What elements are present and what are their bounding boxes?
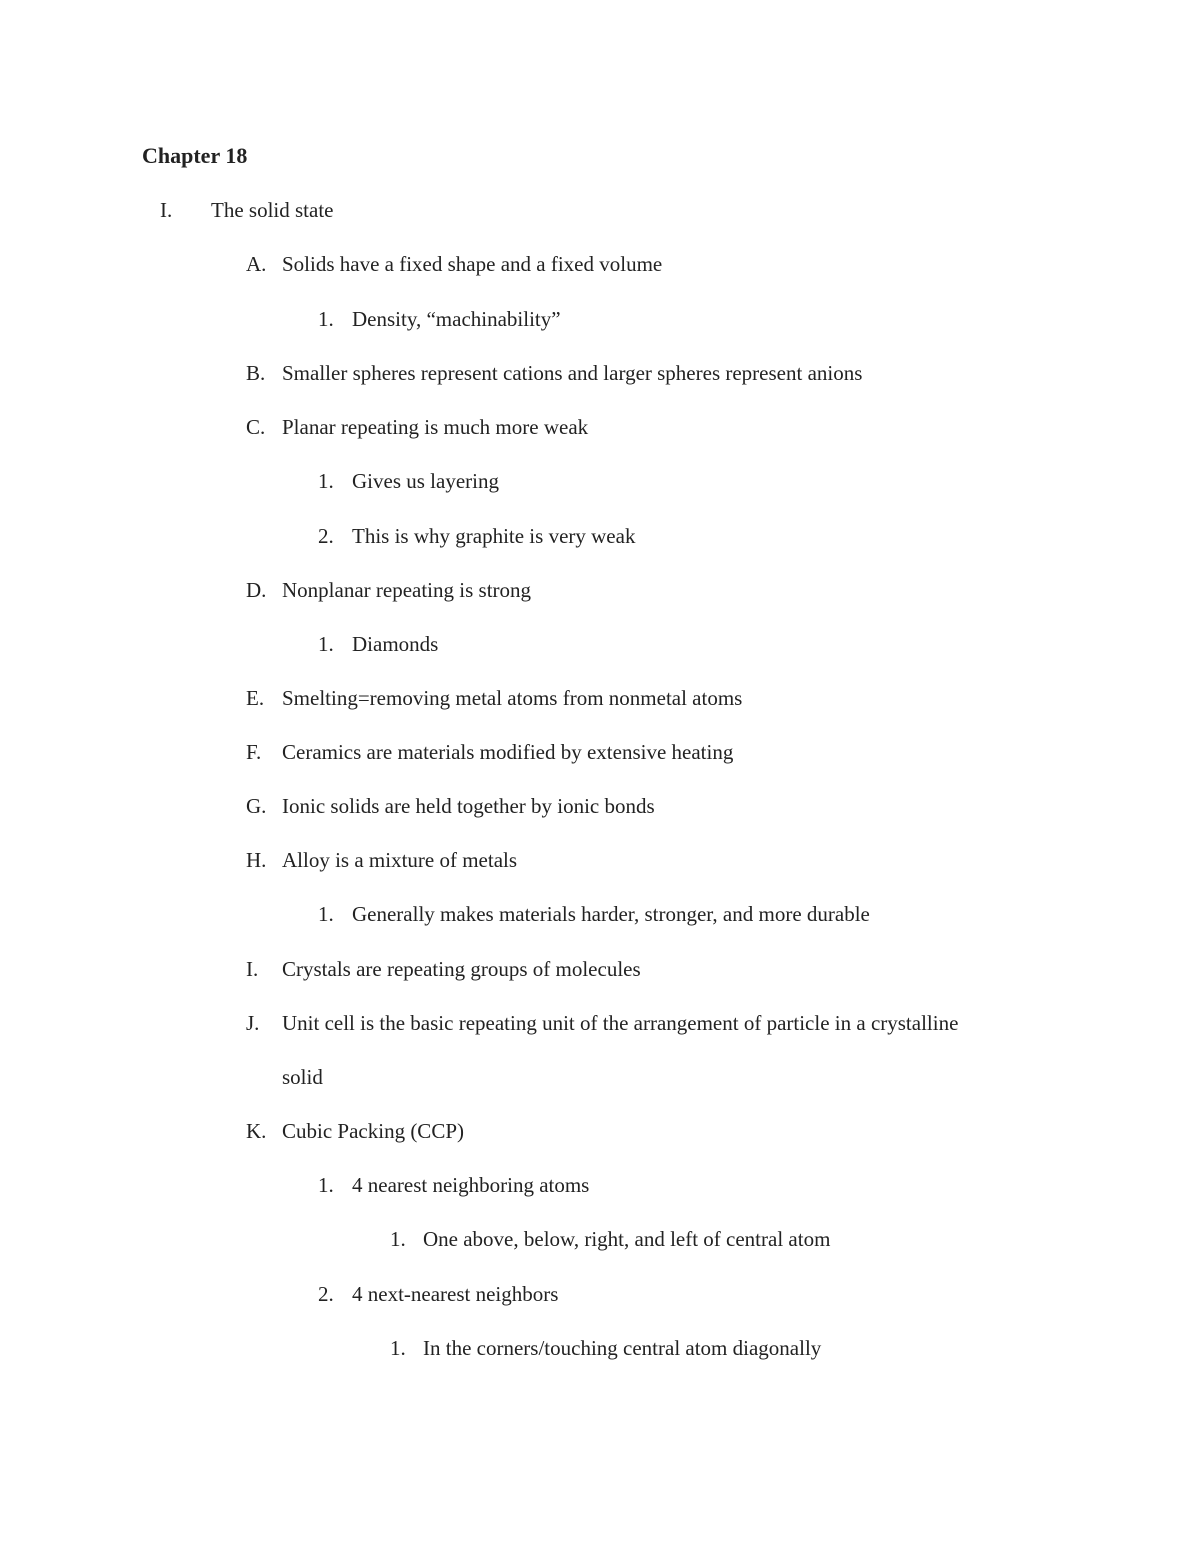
outline-marker: 1. — [318, 902, 334, 926]
outline-marker: B. — [246, 361, 266, 385]
outline-marker: 1. — [390, 1227, 406, 1251]
outline-text: Planar repeating is much more weak — [282, 415, 589, 439]
outline-text: Unit cell is the basic repeating unit of the arrangement of particle in a crystalline — [282, 1011, 959, 1035]
outline-text: Smaller spheres represent cations and larger spheres represent anions — [282, 361, 863, 385]
outline-marker: K. — [246, 1119, 267, 1143]
outline-text: Alloy is a mixture of metals — [282, 848, 518, 872]
outline-marker: A. — [246, 252, 267, 276]
outline-text: Crystals are repeating groups of molecules — [282, 957, 641, 981]
outline-marker: J. — [246, 1011, 260, 1035]
outline-text: Ionic solids are held together by ionic bonds — [282, 794, 655, 818]
outline-text: Smelting=removing metal atoms from nonmetal atoms — [282, 686, 743, 710]
outline-text: Diamonds — [352, 632, 439, 656]
outline-marker: 1. — [318, 1173, 334, 1197]
outline-marker: 1. — [318, 307, 334, 331]
outline-marker: C. — [246, 415, 266, 439]
outline-text: The solid state — [211, 198, 334, 222]
outline-marker: 1. — [390, 1336, 406, 1360]
outline-text: Density, “machinability” — [352, 307, 561, 331]
outline-text: Cubic Packing (CCP) — [282, 1119, 464, 1143]
outline-marker: H. — [246, 848, 267, 872]
outline-text: Nonplanar repeating is strong — [282, 578, 532, 602]
outline-marker: E. — [246, 686, 265, 710]
outline-text: 4 nearest neighboring atoms — [352, 1173, 590, 1197]
outline-text: 4 next-nearest neighbors — [352, 1282, 559, 1306]
outline-text: solid — [282, 1065, 323, 1089]
outline-marker: I. — [246, 957, 259, 981]
outline-marker: 2. — [318, 524, 334, 548]
outline-text: Solids have a fixed shape and a fixed volume — [282, 252, 663, 276]
outline-text: This is why graphite is very weak — [352, 524, 636, 548]
outline-text: Gives us layering — [352, 469, 499, 493]
outline-marker: D. — [246, 578, 267, 602]
chapter-title: Chapter 18 — [142, 143, 248, 168]
outline-text: Ceramics are materials modified by extensive heating — [282, 740, 734, 764]
outline-marker: G. — [246, 794, 267, 818]
outline-marker: 2. — [318, 1282, 334, 1306]
outline-text: Generally makes materials harder, stronger, and more durable — [352, 902, 870, 926]
outline-marker: I. — [160, 198, 173, 222]
outline-text: One above, below, right, and left of central atom — [423, 1227, 831, 1251]
outline-marker: 1. — [318, 469, 334, 493]
outline-marker: 1. — [318, 632, 334, 656]
outline-marker: F. — [246, 740, 262, 764]
outline-text: In the corners/touching central atom diagonally — [423, 1336, 822, 1360]
